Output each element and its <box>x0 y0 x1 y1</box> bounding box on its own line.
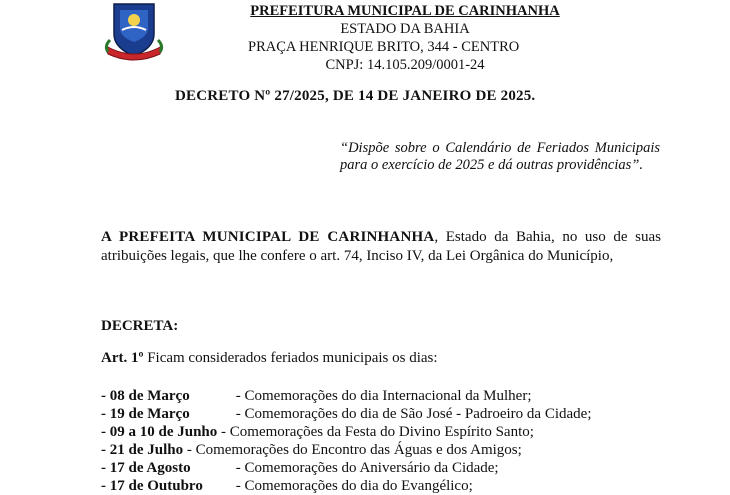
decreta-heading: DECRETA: <box>101 318 179 334</box>
holiday-date: - 19 de Março <box>101 406 190 422</box>
holiday-description: - Comemorações do dia do Evangélico; <box>232 478 473 494</box>
preamble-authority: A PREFEITA MUNICIPAL DE CARINHANHA <box>101 229 435 245</box>
letterhead-title: PREFEITURA MUNICIPAL DE CARINHANHA <box>250 3 560 19</box>
holiday-description: - Comemorações do Encontro das Águas e dos Amigos; <box>183 442 522 458</box>
article-1 <box>101 350 438 367</box>
holiday-date: - 17 de Outubro <box>101 478 203 494</box>
municipal-crest-logo <box>104 0 164 62</box>
decree-preamble <box>101 228 661 266</box>
holiday-date: - 08 de Março <box>101 388 190 404</box>
holiday-item <box>101 387 701 405</box>
letterhead-address: PRAÇA HENRIQUE BRITO, 344 - CENTRO <box>248 39 520 55</box>
article-1-label: Art. 1º <box>101 350 144 366</box>
letterhead-state: ESTADO DA BAHIA <box>340 21 470 37</box>
preamble-text: , Estado da Bahia, no uso de suas atribuições legais, que lhe confere o art. 74, Inciso IV, da Lei Orgânica do Município, <box>101 229 661 264</box>
holiday-date: - 09 a 10 de Junho <box>101 424 218 440</box>
holiday-date: - 17 de Agosto <box>101 460 191 476</box>
holiday-item <box>101 423 701 441</box>
holiday-item <box>101 405 701 423</box>
article-1-text: Ficam considerados feriados municipais os dias: <box>143 350 438 366</box>
holiday-item <box>101 477 701 495</box>
holiday-description: - Comemorações do dia de São José - Padroeiro da Cidade; <box>232 406 592 422</box>
holiday-description: - Comemorações do Aniversário da Cidade; <box>232 460 499 476</box>
decree-summary: “Dispõe sobre o Calendário de Feriados Municipais para o exercício de 2025 e dá outras providências”. <box>340 140 660 173</box>
holiday-item <box>101 459 701 477</box>
holiday-item <box>101 441 701 459</box>
holiday-date: - 21 de Julho <box>101 442 184 458</box>
decree-title: DECRETO Nº 27/2025, DE 14 DE JANEIRO DE 2025. <box>175 88 536 104</box>
letterhead-cnpj: CNPJ: 14.105.209/0001-24 <box>325 57 485 73</box>
holiday-description: - Comemorações do dia Internacional da Mulher; <box>232 388 532 404</box>
letterhead <box>246 2 564 74</box>
holiday-description: - Comemorações da Festa do Divino Espírito Santo; <box>217 424 534 440</box>
holiday-list <box>101 387 701 495</box>
